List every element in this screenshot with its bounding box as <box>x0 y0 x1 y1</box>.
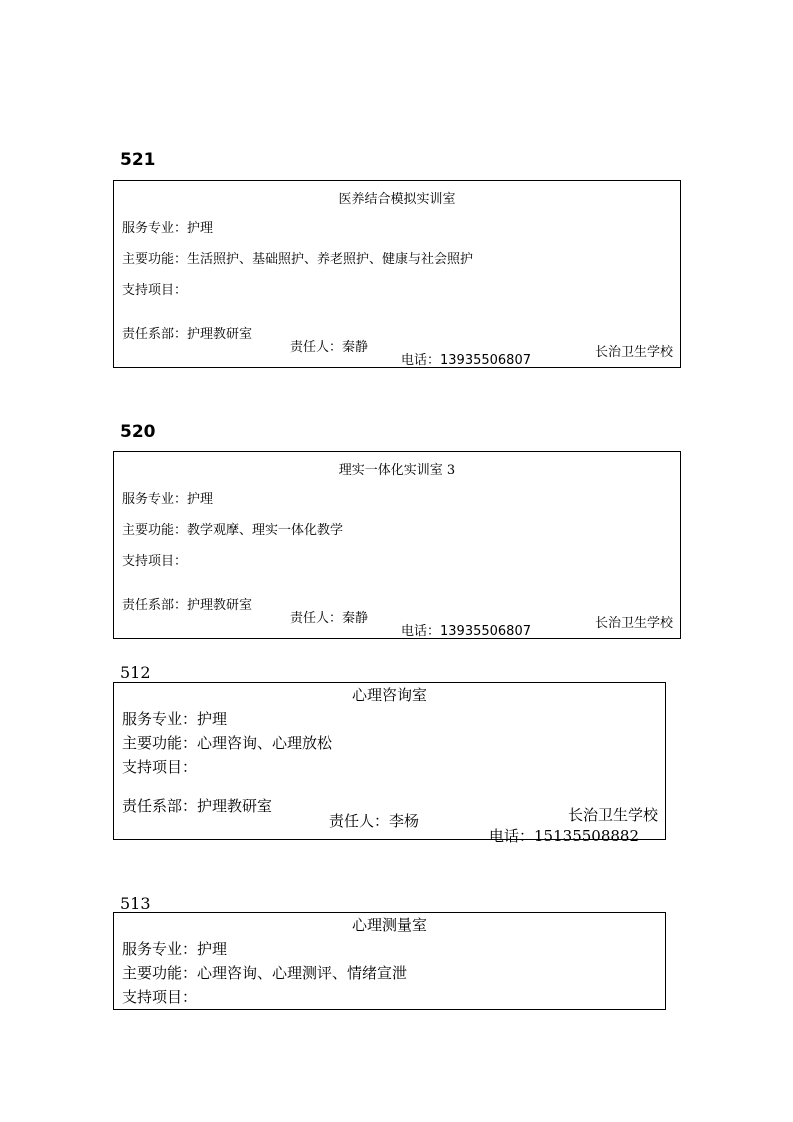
service-major: 护理 <box>187 492 214 507</box>
main-function: 心理咨询、心理放松 <box>197 734 333 752</box>
field-label: 主要功能： <box>122 734 198 752</box>
phone <box>489 829 639 844</box>
room-card <box>113 682 666 845</box>
responsible-person-value: 李杨 <box>389 812 420 830</box>
room-card <box>113 180 681 368</box>
service-major: 护理 <box>187 221 214 236</box>
department-value: 护理教研室 <box>187 327 253 342</box>
phone <box>401 354 531 367</box>
support-project-line <box>122 760 197 775</box>
field-label: 电话： <box>401 353 441 368</box>
field-label: 责任系部： <box>122 327 188 342</box>
field-label: 服务专业： <box>122 221 188 236</box>
phone-value: 13935506807 <box>440 624 531 639</box>
room-title: 心理测量室 <box>351 916 427 934</box>
support-project-line <box>122 555 187 568</box>
field-label: 电话： <box>401 624 441 639</box>
room-number: 512 <box>120 663 151 682</box>
field-label: 主要功能： <box>122 252 188 267</box>
main-function: 生活照护、基础照护、养老照护、健康与社会照护 <box>187 252 474 267</box>
field-label: 责任人： <box>290 611 343 626</box>
field-label: 电话： <box>489 827 535 845</box>
main-function-line <box>122 736 332 751</box>
department-value: 护理教研室 <box>187 598 253 613</box>
field-label: 服务专业： <box>122 492 188 507</box>
responsible-person-value: 秦静 <box>342 340 369 355</box>
department <box>122 599 252 612</box>
main-function-line <box>122 253 473 266</box>
room-card <box>113 912 666 1010</box>
service-major: 护理 <box>197 940 228 958</box>
field-label: 支持项目： <box>122 758 198 776</box>
service-major-line <box>122 712 227 727</box>
field-label: 主要功能： <box>122 964 198 982</box>
field-label: 主要功能： <box>122 523 188 538</box>
service-major-line <box>122 493 213 506</box>
room-number: 521 <box>120 150 156 170</box>
field-label: 责任系部： <box>122 797 198 815</box>
main-function: 教学观摩、理实一体化教学 <box>187 523 344 538</box>
phone-value: 15135508882 <box>534 827 639 845</box>
service-major: 护理 <box>197 710 228 728</box>
phone-value: 13935506807 <box>440 353 531 368</box>
field-label: 责任系部： <box>122 598 188 613</box>
department <box>122 799 272 814</box>
school-name: 长治卫生学校 <box>594 345 673 360</box>
phone <box>401 625 531 638</box>
room-title: 心理咨询室 <box>351 686 427 704</box>
room-title: 医养结合模拟实训室 <box>338 192 456 207</box>
school-name: 长治卫生学校 <box>567 806 658 824</box>
field-label: 服务专业： <box>122 940 198 958</box>
main-function-line <box>122 524 343 537</box>
support-project-line <box>122 284 187 297</box>
room-card <box>113 451 681 639</box>
service-major-line <box>122 222 213 235</box>
room-title: 理实一体化实训室 3 <box>338 463 456 478</box>
field-label: 支持项目： <box>122 554 188 569</box>
school-name: 长治卫生学校 <box>594 616 673 631</box>
room-number: 520 <box>120 422 156 442</box>
field-label: 责任人： <box>290 340 343 355</box>
main-function: 心理咨询、心理测评、情绪宣泄 <box>197 964 408 982</box>
responsible-person <box>329 814 419 829</box>
main-function-line <box>122 966 407 981</box>
department <box>122 328 252 341</box>
department-value: 护理教研室 <box>197 797 273 815</box>
room-number: 513 <box>120 894 151 913</box>
responsible-person-value: 秦静 <box>342 611 369 626</box>
support-project-line <box>122 990 197 1005</box>
responsible-person <box>290 341 368 354</box>
responsible-person <box>290 612 368 625</box>
field-label: 责任人： <box>329 812 390 830</box>
field-label: 支持项目： <box>122 988 198 1006</box>
field-label: 服务专业： <box>122 710 198 728</box>
service-major-line <box>122 942 227 957</box>
field-label: 支持项目： <box>122 283 188 298</box>
